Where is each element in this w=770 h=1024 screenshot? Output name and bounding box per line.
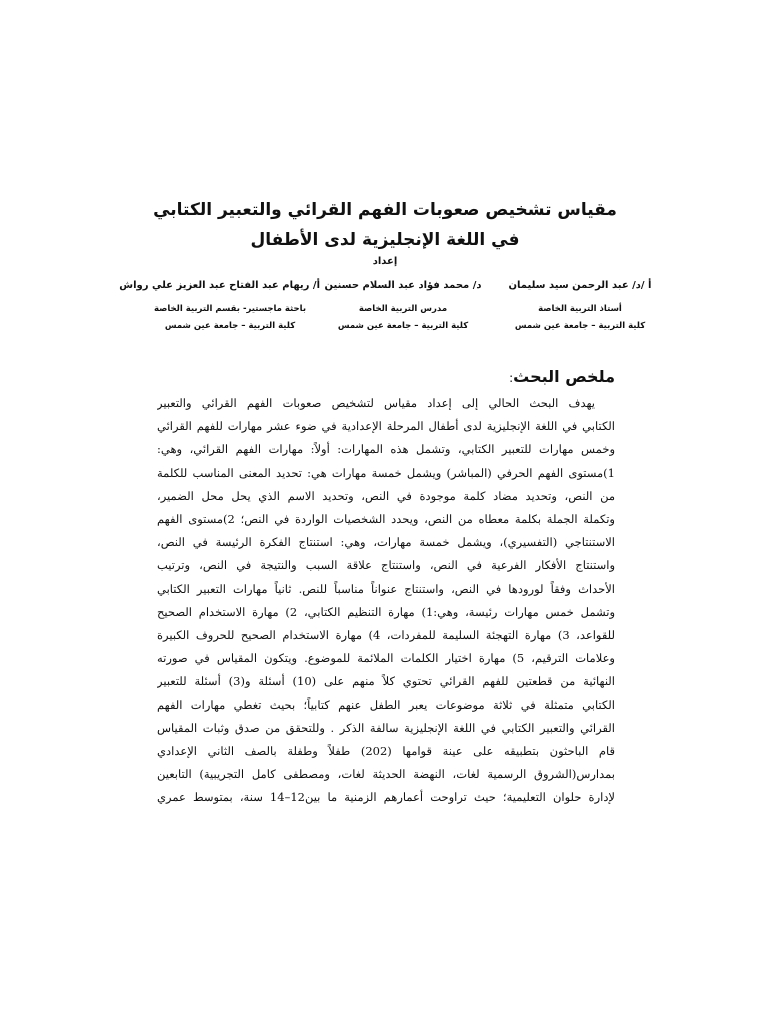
author-institution: كلية التربية – جامعة عين شمس <box>514 321 646 331</box>
abstract-line: الكتابي في اللغة الإنجليزية لدى أطفال المرحلة الإعدادية في ضوء عشر مهارات للفهم القرائي <box>157 419 615 434</box>
abstract-heading-colon: : <box>509 371 514 385</box>
abstract-heading <box>509 366 615 389</box>
abstract-line: وتشمل خمس مهارات رئيسة، وهي:1) مهارة التنظيم الكتابي، 2) مهارة الاستخدام الصحيح <box>157 604 615 619</box>
paper-title-line-2: في اللغة الإنجليزية لدى الأطفال <box>250 230 520 250</box>
prepared-by-label: إعداد <box>372 256 398 267</box>
abstract-line: للقواعد، 3) مهارة التهجئة السليمة للمفردات، 4) مهارة الاستخدام الصحيح للحروف الكبيرة <box>157 628 615 643</box>
author-name: د/ محمد فؤاد عبد السلام حسنين <box>324 280 482 291</box>
author-3 <box>119 279 320 332</box>
abstract-line: لإدارة حلوان التعليمية؛ حيث تراوحت أعمارهم الزمنية ما بين12–14 سنة، بمتوسط عمري <box>157 790 615 805</box>
author-institution: كلية التربية – جامعة عين شمس <box>164 321 296 331</box>
abstract-line: وعلامات الترقيم، 5) مهارة اختيار الكلمات الملائمة للموضوع. ويتكون المقياس في صورته <box>157 651 615 666</box>
abstract-heading-text: ملخص البحث <box>513 367 615 386</box>
abstract-line: وتكملة الجملة بكلمة معطاه من النص، ويحدد الشخصيات الواردة في النص؛ 2)مستوى الفهم <box>157 512 615 527</box>
author-2 <box>318 279 488 332</box>
abstract-line: الاستنتاجي (التفسيري)، ويشمل خمسة مهارات، وهي: استنتاج الفكرة الرئيسة في النص، <box>157 535 615 550</box>
paper-title-line-1: مقياس تشخيص صعوبات الفهم القرائي والتعبير الكتابي <box>153 200 617 220</box>
author-institution: كلية التربية – جامعة عين شمس <box>337 321 469 331</box>
abstract-line: النهائية من قطعتين للفهم القرائي تحتوي كلاً منهم على (10) أسئلة و(3) أسئلة للتعبير <box>157 674 615 689</box>
abstract-line: من النص، وتحديد مضاد كلمة موجودة في النص، وتحديد الاسم الذي يحل محل الضمير، <box>157 488 615 503</box>
abstract-line: واستنتاج الأفكار الفرعية في النص، واستنتاج علاقة السبب والنتيجة في النص، وترتيب <box>157 558 615 573</box>
abstract-line: 1)مستوى الفهم الحرفي (المباشر) ويشمل خمسة مهارات هي: تحديد المعنى المناسب للكلمة <box>157 465 615 480</box>
author-name: أ /د/ عبد الرحمن سيد سليمان <box>508 280 652 291</box>
author-1 <box>500 279 660 332</box>
abstract-line: قام الباحثون بتطبيقه على عينة قوامها (202) طفلاً وطفلة بالصف الثاني الإعدادي <box>157 744 615 759</box>
abstract-line: يهدف البحث الحالي إلى إعداد مقياس لتشخيص صعوبات الفهم القرائي والتعبير <box>157 396 595 410</box>
author-name: أ/ ريهام عبد الفتاح عبد العزيز علي رواش <box>119 280 320 291</box>
abstract-line: وخمس مهارات للتعبير الكتابي، وتشمل هذه المهارات: أولاً: مهارات الفهم القرائي، وهي: <box>157 442 615 457</box>
abstract-line: الكتابي متمثلة في ثلاثة موضوعات يعبر الطفل عنهم كتابياً؛ بحيث تغطي مهارات الفهم <box>157 697 615 712</box>
author-role: باحثة ماجستير- بقسم التربية الخاصة <box>153 304 307 314</box>
author-role: مدرس التربية الخاصة <box>358 304 448 314</box>
author-role: أستاذ التربية الخاصة <box>538 304 622 314</box>
abstract-line: القرائي والتعبير الكتابي في اللغة الإنجليزية سالفة الذكر . وللتحقق من صدق وثبات المقياس <box>157 720 615 735</box>
abstract-line: الأحداث وفقاً لورودها في النص، واستنتاج عنواناً مناسباً للنص. ثانياً مهارات التعبير الكتابي <box>157 581 615 596</box>
abstract-line: بمدارس(الشروق الرسمية لغات، النهضة الحديثة لغات، ومصطفى كامل التجريبية) التابعين <box>157 767 615 782</box>
abstract-body <box>157 392 615 810</box>
